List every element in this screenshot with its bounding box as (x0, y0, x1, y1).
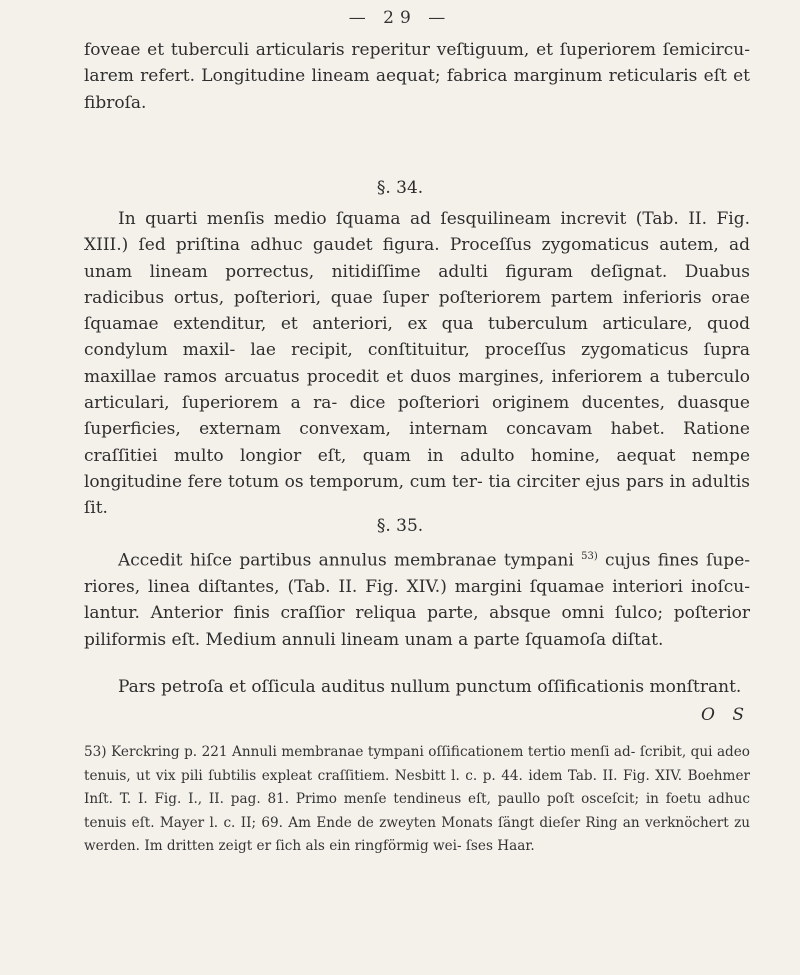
section-heading-34: §. 34. (376, 178, 424, 198)
paragraph-section-35 (84, 544, 750, 653)
paragraph-section-34 (84, 206, 750, 522)
paragraph-petrosa (84, 674, 750, 700)
section-heading-35: §. 35. (376, 516, 424, 536)
page-number: — 29 — (348, 8, 452, 28)
catchword: O S (701, 705, 750, 725)
paragraph-continuation: foveae et tuberculi articularis reperitur veſtiguum, et ſuperiorem ſemicircu- larem refert. Longitudine lineam aequat; fabrica marginum reticularis eſt et fibroſa. (84, 40, 750, 113)
paragraph-text: In quarti menſis medio ſquama ad ſesquilineam increvit (Tab. II. Fig. XIII.) ſed priſtina adhuc gaudet figura. Proceſſus zygomaticus autem, ad unam lineam porrectus, nitidiſſime adulti figuram deſignat. Duabus radicibus ortus, poſteriori, quae ſuper poſteriorem partem inferioris orae ſquamae extenditur, et anteriori, ex qua tuberculum articulare, quod condylum maxil- lae recipit, conſtituitur, proceſſus zygomaticus ſupra maxillae ramos arcuatus procedit et duos margines, inferiorem a tuberculo articulari, ſuperiorem a ra- dice poſteriori originem ducentes, duasque ſuperficies, externam convexam, internam concavam habet. Ratione craſſitiei multo longior eſt, quam in adulto homine, aequat nempe longitudine fere totum os temporum, cum ter- tia circiter ejus pars in adultis ſit. (84, 209, 750, 519)
footnote-text: Kerckring p. 221 Annuli membranae tympani oſſificationem tertio menſi ad- ſcribit, qui adeo tenuis, ut vix pili ſubtilis expleat craſſitiem. Nesbitt l. c. p. 44. idem Tab. II. Fig. XIV. Boehmer Inſt. T. I. Fig. I., II. pag. 81. Primo menſe tendineus eſt, paullo poſt osceſcit; in foetu adhuc tenuis eſt. Mayer l. c. II; 69. Am Ende de zweyten Monats ſängt dieſer Ring an verknöchert zu werden. Im dritten zeigt er ſich als ein ringförmig wei- ſses Haar. (84, 744, 750, 855)
paragraph-text-after: cujus fines ſupe- riores, linea diſtantes, (Tab. II. Fig. XIV.) margini ſquamae interiori inoſcu- lantur. Anterior finis craſſior reliqua parte, absque omni ſulco; poſterior piliformis eſt. Medium annuli lineam unam a parte ſquamoſa diſtat. (84, 550, 750, 650)
paragraph-text-before: Accedit hiſce partibus annulus membranae tympani (118, 550, 582, 571)
footnote (84, 741, 750, 859)
footnote-number: 53) (84, 744, 107, 760)
paragraph-text (84, 544, 750, 653)
footnote-reference: 53) (581, 551, 598, 562)
paragraph-text: Pars petroſa et oſſicula auditus nullum punctum oſſificationis monſtrant. (118, 677, 742, 697)
footnote-paragraph (84, 741, 750, 859)
